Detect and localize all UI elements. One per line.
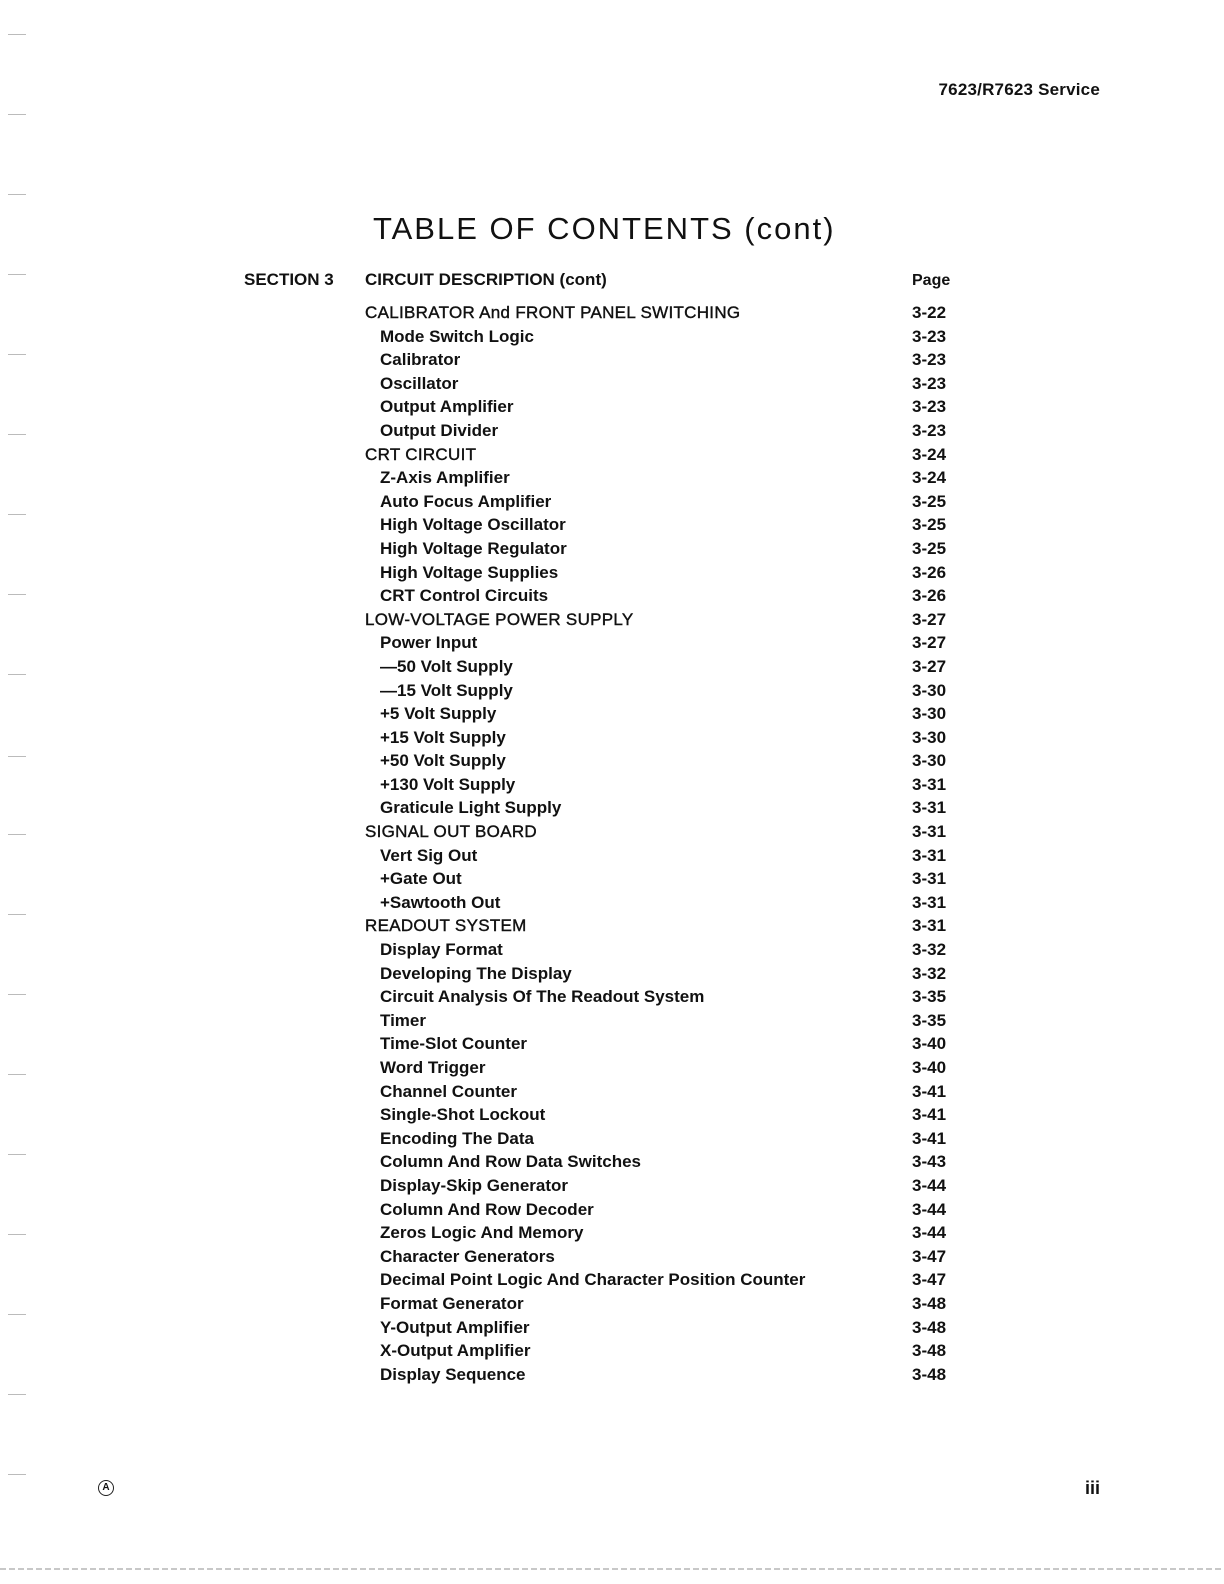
toc-entry-row	[0, 940, 1224, 964]
toc-entry-label: Power Input	[380, 633, 478, 653]
section-title: CIRCUIT DESCRIPTION (cont)	[365, 270, 607, 289]
toc-entry-label: Decimal Point Logic And Character Position Counter	[380, 1270, 806, 1290]
toc-entry-page: 3-27	[912, 609, 947, 629]
toc-entry-label: Display Format	[380, 940, 503, 960]
scan-bottom-edge	[0, 1568, 1224, 1570]
toc-entry-page: 3-35	[912, 1010, 947, 1030]
toc-entry-page: 3-48	[912, 1293, 947, 1313]
toc-entry-label: Format Generator	[380, 1293, 524, 1313]
toc-entry-label: Single-Shot Lockout	[380, 1105, 546, 1125]
toc-entry-row	[0, 728, 1224, 752]
toc-entry-row	[0, 468, 1224, 492]
toc-entry-label: Channel Counter	[380, 1081, 517, 1101]
toc-entry-page: 3-31	[912, 869, 947, 889]
toc-entry-page: 3-26	[912, 562, 947, 582]
toc-entry-label: X-Output Amplifier	[380, 1341, 531, 1361]
toc-entry-page: 3-30	[912, 727, 947, 747]
toc-entry-page: 3-22	[912, 303, 947, 322]
toc-entry-label: SIGNAL OUT BOARD	[365, 822, 538, 842]
toc-entry-label: Column And Row Decoder	[380, 1199, 594, 1219]
toc-entry-row	[0, 987, 1224, 1011]
toc-entry-row	[0, 1223, 1224, 1247]
toc-entry-label: Display-Skip Generator	[380, 1175, 569, 1195]
toc-entry-label: CRT CIRCUIT	[365, 444, 477, 464]
toc-entry-row	[0, 1152, 1224, 1176]
toc-entry-label: Zeros Logic And Memory	[380, 1223, 584, 1243]
toc-entry-page: 3-41	[912, 1081, 947, 1101]
toc-entry-page: 3-30	[912, 751, 947, 771]
toc-entry-label: Output Amplifier	[380, 397, 514, 417]
toc-entry-row	[0, 492, 1224, 516]
toc-entry-label: CRT Control Circuits	[380, 586, 549, 606]
toc-entry-page: 3-31	[912, 822, 947, 842]
toc-entry-page: 3-23	[912, 397, 947, 417]
toc-entry-page: 3-44	[912, 1175, 947, 1195]
toc-entry-page: 3-41	[912, 1128, 947, 1148]
toc-entry-row	[0, 1129, 1224, 1153]
toc-entry-row	[0, 964, 1224, 988]
toc-entry-label: Encoding The Data	[380, 1128, 534, 1148]
toc-entry-row	[0, 1034, 1224, 1058]
toc-entry-label: Developing The Display	[380, 963, 572, 983]
toc-entry-label: Time-Slot Counter	[380, 1034, 528, 1054]
document-id: 7623/R7623 Service	[938, 80, 1100, 99]
toc-entry-page: 3-23	[912, 420, 947, 440]
toc-entry-label: —50 Volt Supply	[380, 656, 513, 676]
toc-entry-label: High Voltage Oscillator	[380, 515, 566, 535]
toc-entry-label: Display Sequence	[380, 1364, 526, 1384]
toc-entry-page: 3-40	[912, 1034, 947, 1054]
toc-entry-page: 3-24	[912, 444, 947, 464]
toc-entry-page: 3-31	[912, 774, 947, 794]
toc-entry-row	[0, 1294, 1224, 1318]
toc-entry-label: Z-Axis Amplifier	[380, 468, 510, 488]
toc-entry-row	[0, 1176, 1224, 1200]
toc-entry-page: 3-31	[912, 798, 947, 818]
toc-entry-label: —15 Volt Supply	[380, 680, 513, 700]
toc-entry-page: 3-40	[912, 1058, 947, 1077]
toc-entry-row	[0, 397, 1224, 421]
page-title: TABLE OF CONTENTS (cont)	[373, 210, 836, 246]
toc-entry-page: 3-41	[912, 1105, 947, 1125]
toc-entry-label: Column And Row Data Switches	[380, 1152, 642, 1172]
toc-entry-label: Y-Output Amplifier	[380, 1317, 530, 1337]
toc-entry-row	[0, 1082, 1224, 1106]
toc-entry-page: 3-27	[912, 656, 947, 676]
toc-entry-page: 3-35	[912, 987, 947, 1007]
toc-entry-row	[0, 1200, 1224, 1224]
toc-entry-label: +130 Volt Supply	[380, 774, 516, 794]
toc-heading-row	[0, 822, 1224, 846]
toc-entry-row	[0, 1058, 1224, 1082]
toc-entry-label: +50 Volt Supply	[380, 751, 506, 771]
toc-entry-row	[0, 421, 1224, 445]
toc-entry-page: 3-48	[912, 1341, 947, 1361]
toc-entry-row	[0, 798, 1224, 822]
toc-heading-row	[0, 303, 1224, 327]
footer-mark: A	[98, 1480, 114, 1496]
toc-entry-label: READOUT SYSTEM	[365, 916, 527, 936]
toc-entry-row	[0, 1270, 1224, 1294]
toc-entry-row	[0, 563, 1224, 587]
toc-entry-page: 3-47	[912, 1270, 947, 1290]
toc-entry-row	[0, 515, 1224, 539]
toc-entry-row	[0, 586, 1224, 610]
toc-entry-page: 3-23	[912, 350, 947, 370]
toc-entry-label: Vert Sig Out	[380, 845, 478, 865]
toc-entry-page: 3-44	[912, 1223, 947, 1243]
toc-entry-page: 3-27	[912, 633, 947, 653]
toc-entry-label: Word Trigger	[380, 1058, 486, 1077]
toc-entry-page: 3-23	[912, 326, 947, 346]
toc-entry-row	[0, 1341, 1224, 1365]
toc-entry-row	[0, 350, 1224, 374]
toc-entry-row	[0, 1318, 1224, 1342]
toc-entry-label: +Sawtooth Out	[380, 892, 501, 912]
toc-entry-label: +5 Volt Supply	[380, 704, 497, 724]
toc-entry-page: 3-23	[912, 373, 947, 393]
toc-entry-row	[0, 893, 1224, 917]
toc-entry-page: 3-43	[912, 1152, 947, 1172]
toc-entry-page: 3-26	[912, 586, 947, 606]
toc-entry-row	[0, 1247, 1224, 1271]
toc-entry-label: +Gate Out	[380, 869, 462, 889]
toc-entry-label: High Voltage Regulator	[380, 538, 567, 558]
toc-entry-page: 3-25	[912, 538, 947, 558]
toc-entry-row	[0, 327, 1224, 351]
toc-entry-label: +15 Volt Supply	[380, 727, 506, 747]
toc-entry-page: 3-31	[912, 892, 947, 912]
toc-entry-page: 3-24	[912, 468, 947, 488]
toc-entry-row	[0, 751, 1224, 775]
toc-entry-page: 3-25	[912, 491, 947, 511]
toc-entry-page: 3-48	[912, 1364, 947, 1384]
toc-entry-label: Output Divider	[380, 420, 499, 440]
toc-entry-label: Graticule Light Supply	[380, 798, 562, 818]
toc-heading-row	[0, 916, 1224, 940]
toc-entry-row	[0, 1011, 1224, 1035]
toc-entry-row	[0, 657, 1224, 681]
toc-entry-label: CALIBRATOR And FRONT PANEL SWITCHING	[365, 303, 741, 322]
toc-entry-page: 3-32	[912, 940, 947, 960]
toc-heading-row	[0, 610, 1224, 634]
toc-entry-label: Calibrator	[380, 350, 461, 370]
toc-entry-label: High Voltage Supplies	[380, 562, 559, 582]
toc-entry-row	[0, 1105, 1224, 1129]
toc-entry-label: LOW-VOLTAGE POWER SUPPLY	[365, 609, 634, 629]
toc-entry-row	[0, 539, 1224, 563]
page-number: iii	[1084, 1478, 1100, 1498]
toc-entry-row	[0, 681, 1224, 705]
toc-entry-label: Timer	[380, 1010, 426, 1030]
toc-entry-label: Character Generators	[380, 1246, 555, 1266]
toc-list	[0, 303, 1224, 1388]
toc-entry-page: 3-48	[912, 1317, 947, 1337]
toc-heading-row	[0, 445, 1224, 469]
toc-entry-row	[0, 374, 1224, 398]
toc-entry-page: 3-31	[912, 845, 947, 865]
toc-entry-page: 3-31	[912, 916, 947, 936]
toc-entry-page: 3-32	[912, 963, 947, 983]
toc-entry-page: 3-30	[912, 704, 947, 724]
toc-entry-label: Mode Switch Logic	[380, 326, 534, 346]
toc-entry-label: Auto Focus Amplifier	[380, 491, 552, 511]
toc-entry-row	[0, 1365, 1224, 1389]
section-label: SECTION 3	[244, 270, 334, 289]
toc-entry-row	[0, 704, 1224, 728]
toc-entry-label: Oscillator	[380, 373, 459, 393]
toc-entry-row	[0, 846, 1224, 870]
toc-entry-page: 3-25	[912, 515, 947, 535]
toc-entry-page: 3-44	[912, 1199, 947, 1219]
toc-entry-page: 3-47	[912, 1246, 947, 1266]
toc-entry-row	[0, 775, 1224, 799]
toc-entry-page: 3-30	[912, 680, 947, 700]
page-column-header: Page	[912, 272, 951, 289]
toc-entry-row	[0, 869, 1224, 893]
toc-entry-label: Circuit Analysis Of The Readout System	[380, 987, 705, 1007]
toc-entry-row	[0, 633, 1224, 657]
